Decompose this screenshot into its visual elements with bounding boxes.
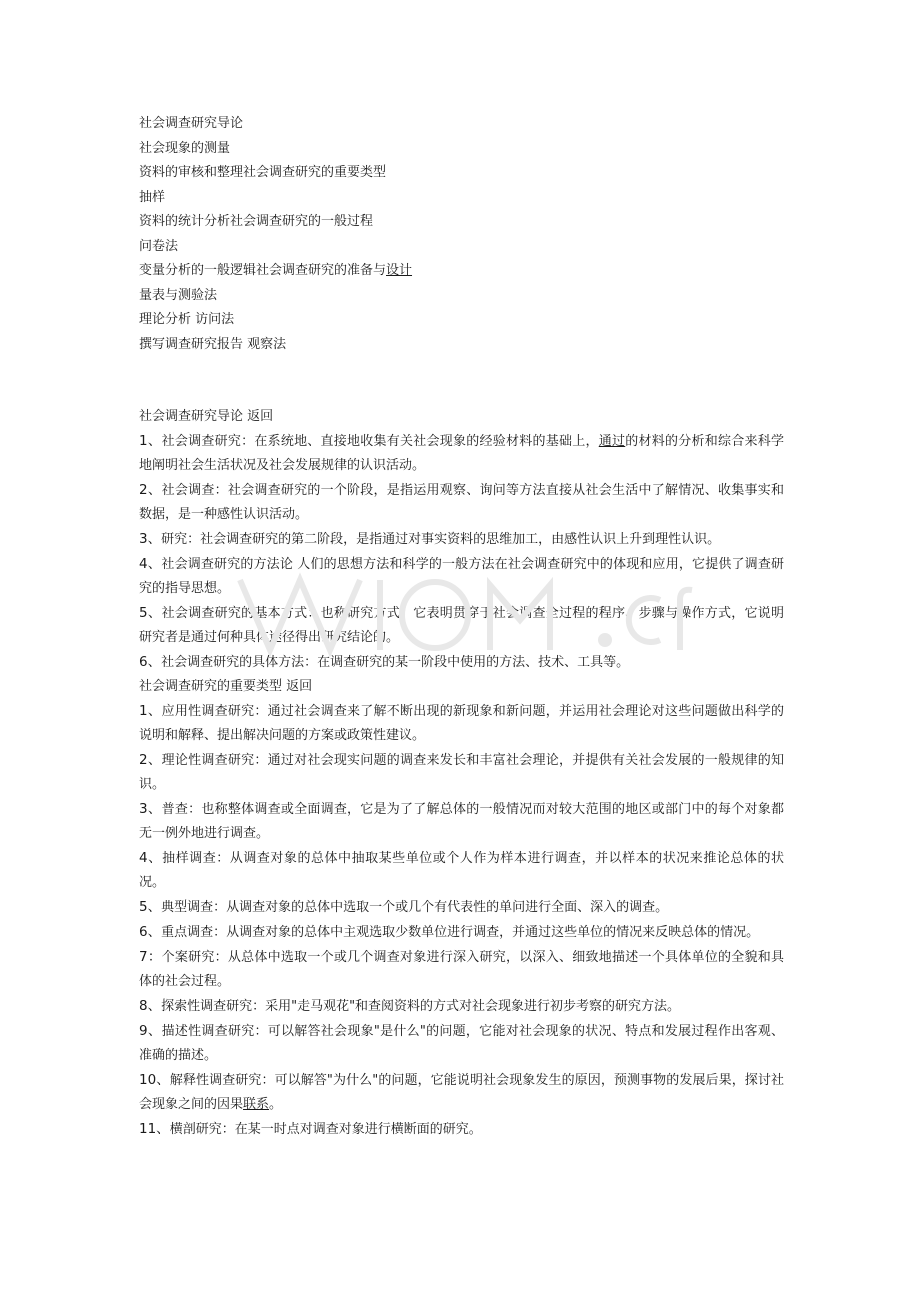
list-item: 11、横剖研究：在某一时点对调查对象进行横断面的研究。 <box>139 1121 482 1137</box>
list-item: 4、抽样调查：从调查对象的总体中抽取某些单位或个人作为样本进行调查，并以样本的状况来推论总体的状况。 <box>139 850 784 890</box>
list-item: 9、描述性调查研究：可以解答社会现象"是什么"的问题，它能对社会现象的状况、特点和发展过程作出客观、准确的描述。 <box>139 1023 784 1063</box>
list-item: 8、探索性调查研究：采用"走马观花"和查阅资料的方式对社会现象进行初步考察的研究方法。 <box>139 998 681 1014</box>
list-item: 6、重点调查：从调查对象的总体中主观选取少数单位进行调查，并通过这些单位的情况来反映总体的情况。 <box>139 924 760 940</box>
list-item: 1、应用性调查研究：通过社会调查来了解不断出现的新现象和新问题，并运用社会理论对这些问题做出科学的说明和解释、提出解决问题的方案或政策性建议。 <box>139 703 784 743</box>
toc-item[interactable]: 抽样 <box>139 189 166 205</box>
toc-item[interactable]: 撰写调查研究报告 观察法 <box>139 336 287 352</box>
list-item: 1、社会调查研究：在系统地、直接地收集有关社会现象的经验材料的基础上，通过的材料的分析和综合来科学地阐明社会生活状况及社会发展规律的认识活动。 <box>139 433 784 473</box>
toc-item[interactable]: 社会调查研究导论 <box>139 116 244 131</box>
section-intro <box>139 405 784 675</box>
design-link[interactable]: 设计 <box>386 263 413 278</box>
list-item: 2、理论性调查研究：通过对社会现实问题的调查来发长和丰富社会理论，并提供有关社会发展的一般规律的知识。 <box>139 752 784 792</box>
toc-item[interactable]: 问卷法 <box>139 238 179 254</box>
list-item: 5、典型调查：从调查对象的总体中选取一个或几个有代表性的单问进行全面、深入的调查。 <box>139 899 669 915</box>
toc-item[interactable]: 变量分析的一般逻辑社会调查研究的准备与设计 <box>139 263 413 278</box>
toc-item[interactable]: 量表与测验法 <box>139 287 218 303</box>
toc-item[interactable]: 理论分析 访问法 <box>139 312 235 327</box>
section-title[interactable]: 社会调查研究导论 返回 <box>139 409 274 424</box>
section-types <box>139 675 784 1142</box>
toc-item[interactable]: 社会现象的测量 <box>139 140 231 156</box>
toc-item[interactable]: 资料的审核和整理社会调查研究的重要类型 <box>139 165 387 180</box>
list-item: 5、社会调查研究的基本方式：也称研究方式，它表明贯穿于社会调查全过程的程序、步骤与操作方式，它说明研究者是通过何种具体途径得出研究结论的。 <box>139 605 784 645</box>
list-item: 4、社会调查研究的方法论 人们的思想方法和科学的一般方法在社会调查研究中的体现和应用，它提供了调查研究的指导思想。 <box>139 556 784 596</box>
list-item: 7：个案研究：从总体中选取一个或几个调查对象进行深入研究，以深入、细致地描述一个具体单位的全貌和具体的社会过程。 <box>139 949 784 989</box>
section-title[interactable]: 社会调查研究的重要类型 返回 <box>139 679 313 694</box>
list-item: 6、社会调查研究的具体方法：在调查研究的某一阶段中使用的方法、技术、工具等。 <box>139 654 630 670</box>
list-item: 3、研究：社会调查研究的第二阶段，是指通过对事实资料的思维加工，由感性认识上升到理性认识。 <box>139 531 721 547</box>
toc-item[interactable]: 资料的统计分析社会调查研究的一般过程 <box>139 214 374 229</box>
list-item: 10、解释性调查研究：可以解答"为什么"的问题，它能说明社会现象发生的原因，预测事物的发展后果，探讨社会现象之间的因果联系。 <box>139 1072 784 1112</box>
lianxi-link[interactable]: 联系 <box>243 1097 270 1112</box>
spacer <box>139 357 784 405</box>
table-of-contents <box>139 112 784 357</box>
list-item: 2、社会调查：社会调查研究的一个阶段，是指运用观察、询问等方法直接从社会生活中了解情况、收集事实和数据，是一种感性认识活动。 <box>139 482 784 522</box>
list-item: 3、普查：也称整体调查或全面调查，它是为了了解总体的一般情况而对较大范围的地区或部门中的每个对象都无一例外地进行调查。 <box>139 801 784 841</box>
tongguo-link[interactable]: 通过 <box>598 434 626 449</box>
document-page <box>139 112 784 1142</box>
